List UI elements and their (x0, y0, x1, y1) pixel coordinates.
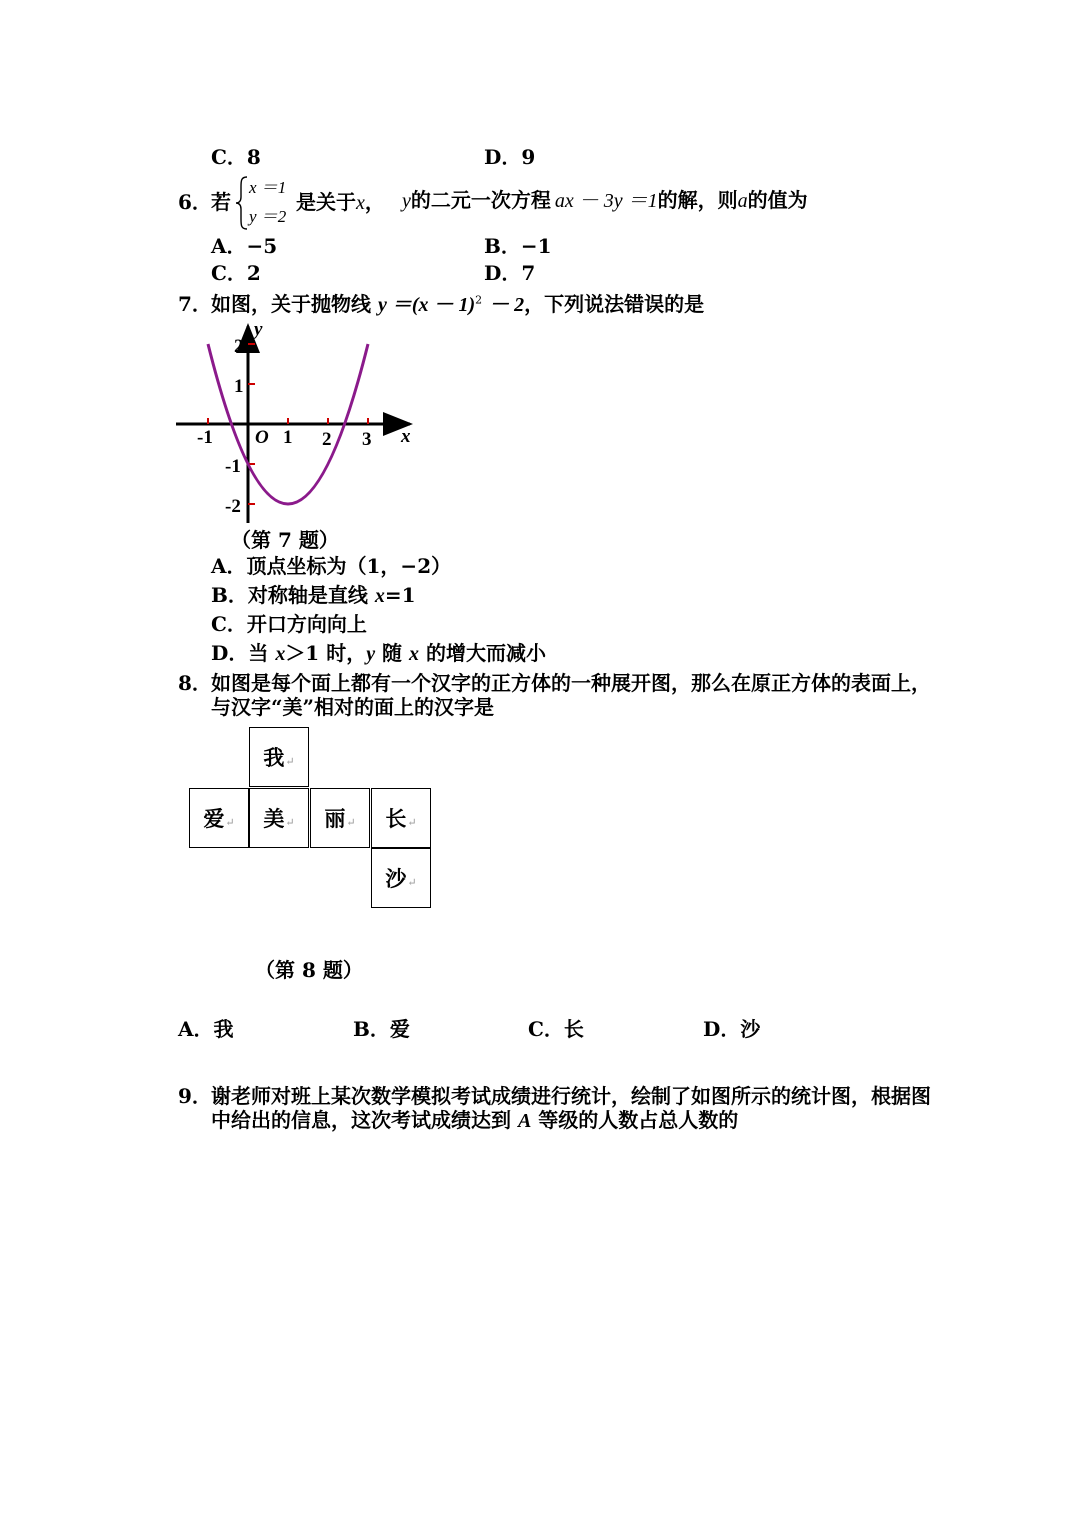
return-mark-icon: ↵ (285, 754, 295, 768)
q7-option-d-var: y (366, 643, 376, 665)
net-face-text: 沙 (385, 866, 407, 891)
net-face-top (249, 727, 309, 787)
q6-var-x: x (356, 192, 365, 214)
return-mark-icon: ↵ (407, 815, 417, 829)
q5-option-d: D．9 (484, 145, 536, 169)
q7-option-b-value: =1 (384, 583, 416, 607)
net-face (310, 788, 370, 848)
q7-option-d-var: x (409, 643, 420, 665)
q7-stem (211, 294, 704, 315)
q6-system-line-2: y ＝2 (249, 207, 287, 226)
q8-option-a: A．我 (178, 1017, 234, 1041)
q6-var-y: y (402, 190, 411, 212)
parabola-graph (170, 318, 430, 528)
net-face (371, 788, 431, 848)
q9-line-1: 谢老师对班上某次数学模拟考试成绩进行统计，绘制了如图所示的统计图，根据图 (211, 1084, 931, 1108)
y-tick-label: 1 (234, 376, 244, 397)
q7-caption: （第 7 题） (231, 528, 339, 552)
q7-option-c: C．开口方向向上 (211, 612, 367, 636)
q7-formula-tail: － 2 (489, 294, 525, 316)
q7-formula: y ＝(x － 1) (377, 294, 476, 316)
q7-option-d-var: x (275, 643, 286, 665)
origin-label: O (255, 427, 269, 448)
q6-rest (402, 190, 808, 211)
q9-grade-var: A (517, 1110, 532, 1132)
net-face-text: 我 (263, 745, 285, 770)
q7-option-a: A．顶点坐标为（1，−2） (211, 554, 452, 578)
x-tick-label: 2 (322, 429, 332, 450)
q5-option-c: C．8 (211, 145, 261, 169)
q7-option-b-var: x (374, 585, 385, 607)
q6-option-d: D．7 (484, 261, 536, 285)
return-mark-icon: ↵ (346, 815, 356, 829)
return-mark-icon: ↵ (407, 875, 417, 889)
q6-system-line-1: x ＝1 (249, 178, 287, 197)
return-mark-icon: ↵ (285, 815, 295, 829)
q6-var-a: a (737, 190, 748, 212)
q7-option-d-post: 的增大而减小 (419, 641, 546, 665)
net-face-text: 美 (263, 806, 285, 831)
q7-option-d (211, 643, 546, 664)
q8-line-2: 与汉字“美”相对的面上的汉字是 (211, 695, 495, 719)
net-face (189, 788, 249, 848)
net-face-text: 长 (385, 806, 407, 831)
q9-line-2-pre: 中给出的信息，这次考试成绩达到 (211, 1108, 518, 1132)
q7-option-b (211, 585, 416, 606)
x-tick-label: 1 (283, 427, 293, 448)
brace-icon (235, 175, 249, 231)
q6-prefix: 若 (211, 190, 231, 214)
q9-line-2 (211, 1110, 738, 1131)
q7-option-b-text: B．对称轴是直线 (211, 583, 375, 607)
y-tick-label: -1 (225, 456, 241, 477)
q8-caption: （第 8 题） (255, 958, 363, 982)
q8-line-1: 如图是每个面上都有一个汉字的正方体的一种展开图，那么在原正方体的表面上， (211, 671, 931, 695)
x-tick-label: 3 (362, 429, 372, 450)
q7-option-d-mid: ＞1 时， (285, 641, 367, 665)
q7-suffix: ，下列说法错误的是 (524, 292, 705, 316)
q6-text2: 的二元一次方程 (410, 188, 551, 212)
y-axis-label: y (254, 319, 263, 340)
return-mark-icon: ↵ (225, 815, 235, 829)
q6-text3: 的解，则 (657, 188, 738, 212)
q6-equation: ax － 3y ＝1 (554, 190, 658, 212)
y-tick-label: -2 (225, 496, 241, 517)
q6-number: 6． (178, 190, 212, 214)
net-face-bottom (371, 848, 431, 908)
q9-line-2-post: 等级的人数占总人数的 (531, 1108, 739, 1132)
y-tick-label: 2 (234, 336, 244, 357)
q7-exponent: 2 (475, 293, 483, 307)
q7-option-d-pre: D．当 (211, 641, 276, 665)
net-face-text: 爱 (203, 806, 225, 831)
q8-option-c: C．长 (528, 1017, 584, 1041)
q8-option-d: D．沙 (703, 1017, 761, 1041)
net-face-text: 丽 (324, 806, 346, 831)
x-axis-label: x (401, 426, 411, 447)
q8-option-b: B．爱 (353, 1017, 410, 1041)
x-tick-label: -1 (197, 427, 213, 448)
q8-number: 8． (178, 671, 212, 695)
q6-middle-text: 是关于 (296, 190, 356, 214)
q6-text4: 的值为 (747, 188, 808, 212)
q7-number: 7． (178, 292, 212, 316)
q7-option-d-mid2: 随 (375, 641, 410, 665)
q6-option-a: A．−5 (211, 234, 278, 258)
q9-number: 9． (178, 1084, 212, 1108)
q6-option-b: B．−1 (484, 234, 552, 258)
q6-middle (296, 192, 385, 213)
q6-option-c: C．2 (211, 261, 261, 285)
net-face (249, 788, 309, 848)
q7-prefix: 如图，关于抛物线 (211, 292, 371, 316)
q6-comma: ， (364, 190, 385, 214)
